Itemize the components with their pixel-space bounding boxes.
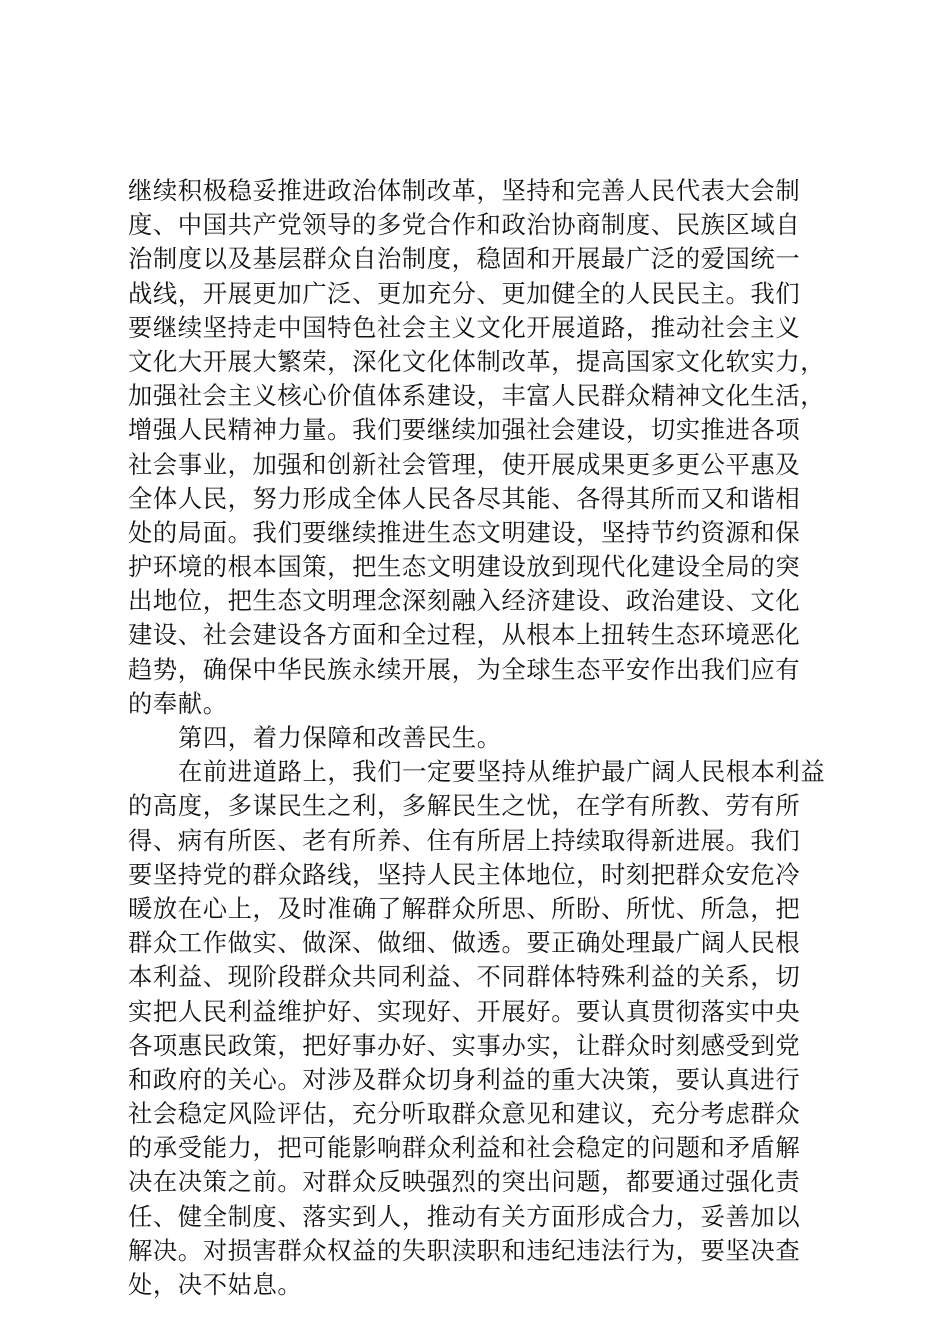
text-line: 的高度，多谋民生之利，多解民生之忧，在学有所教、劳有所 (128, 791, 801, 821)
text-line: 任、健全制度、落实到人，推动有关方面形成合力，妥善加以 (128, 1201, 801, 1231)
text-line: 决在决策之前。对群众反映强烈的突出问题，都要通过强化责 (128, 1167, 801, 1197)
document-body (128, 174, 848, 1302)
text-line: 处，决不姑息。 (128, 1270, 303, 1299)
section-heading: 第四，着力保障和改善民生。 (178, 723, 502, 752)
text-line: 各项惠民政策，把好事办好、实事办实，让群众时刻感受到党 (128, 1030, 801, 1060)
text-line: 社会事业，加强和创新社会管理，使开展成果更多更公平惠及 (128, 449, 801, 479)
section-heading-livelihood (128, 721, 848, 755)
text-line: 建设、社会建设各方面和全过程，从根本上扭转生态环境恶化 (128, 620, 801, 650)
text-line: 实把人民利益维护好、实现好、开展好。要认真贯彻落实中央 (128, 996, 801, 1026)
text-line: 和政府的关心。对涉及群众切身利益的重大决策，要认真进行 (128, 1064, 801, 1094)
text-line: 加强社会主义核心价值体系建设，丰富人民群众精神文化生活， (128, 381, 826, 411)
text-line: 文化大开展大繁荣，深化文化体制改革，提高国家文化软实力， (128, 346, 826, 376)
text-line: 得、病有所医、老有所养、住有所居上持续取得新进展。我们 (128, 825, 801, 855)
paragraph-political-cultural-social-ecological (128, 174, 848, 721)
text-line: 趋势，确保中华民族永续开展，为全球生态平安作出我们应有 (128, 654, 801, 684)
text-line: 战线，开展更加广泛、更加充分、更加健全的人民民主。我们 (128, 278, 801, 308)
text-line: 社会稳定风险评估，充分听取群众意见和建议，充分考虑群众 (128, 1099, 801, 1129)
text-line: 增强人民精神力量。我们要继续加强社会建设，切实推进各项 (128, 415, 801, 445)
text-line: 要继续坚持走中国特色社会主义文化开展道路，推动社会主义 (128, 312, 801, 342)
paragraph-livelihood (128, 755, 848, 1302)
text-line: 处的局面。我们要继续推进生态文明建设，坚持节约资源和保 (128, 517, 801, 547)
text-line: 本利益、现阶段群众共同利益、不同群体特殊利益的关系，切 (128, 962, 801, 992)
text-line: 出地位，把生态文明理念深刻融入经济建设、政治建设、文化 (128, 586, 801, 616)
text-line: 的承受能力，把可能影响群众利益和社会稳定的问题和矛盾解 (128, 1133, 801, 1163)
text-line: 要坚持党的群众路线，坚持人民主体地位，时刻把群众安危冷 (128, 859, 801, 889)
text-line: 暖放在心上，及时准确了解群众所思、所盼、所忧、所急，把 (128, 893, 801, 923)
text-line: 全体人民，努力形成全体人民各尽其能、各得其所而又和谐相 (128, 483, 801, 513)
text-line: 在前进道路上，我们一定要坚持从维护最广阔人民根本利益 (178, 757, 826, 787)
text-line: 群众工作做实、做深、做细、做透。要正确处理最广阔人民根 (128, 928, 801, 958)
text-line: 解决。对损害群众权益的失职渎职和违纪违法行为，要坚决查 (128, 1235, 801, 1265)
text-line: 的奉献。 (128, 688, 228, 718)
text-line: 护环境的根本国策，把生态文明建设放到现代化建设全局的突 (128, 552, 801, 582)
text-line: 治制度以及基层群众自治制度，稳固和开展最广泛的爱国统一 (128, 244, 801, 274)
text-line: 度、中国共产党领导的多党合作和政治协商制度、民族区域自 (128, 210, 801, 240)
text-line: 继续积极稳妥推进政治体制改革，坚持和完善人民代表大会制 (128, 176, 801, 205)
